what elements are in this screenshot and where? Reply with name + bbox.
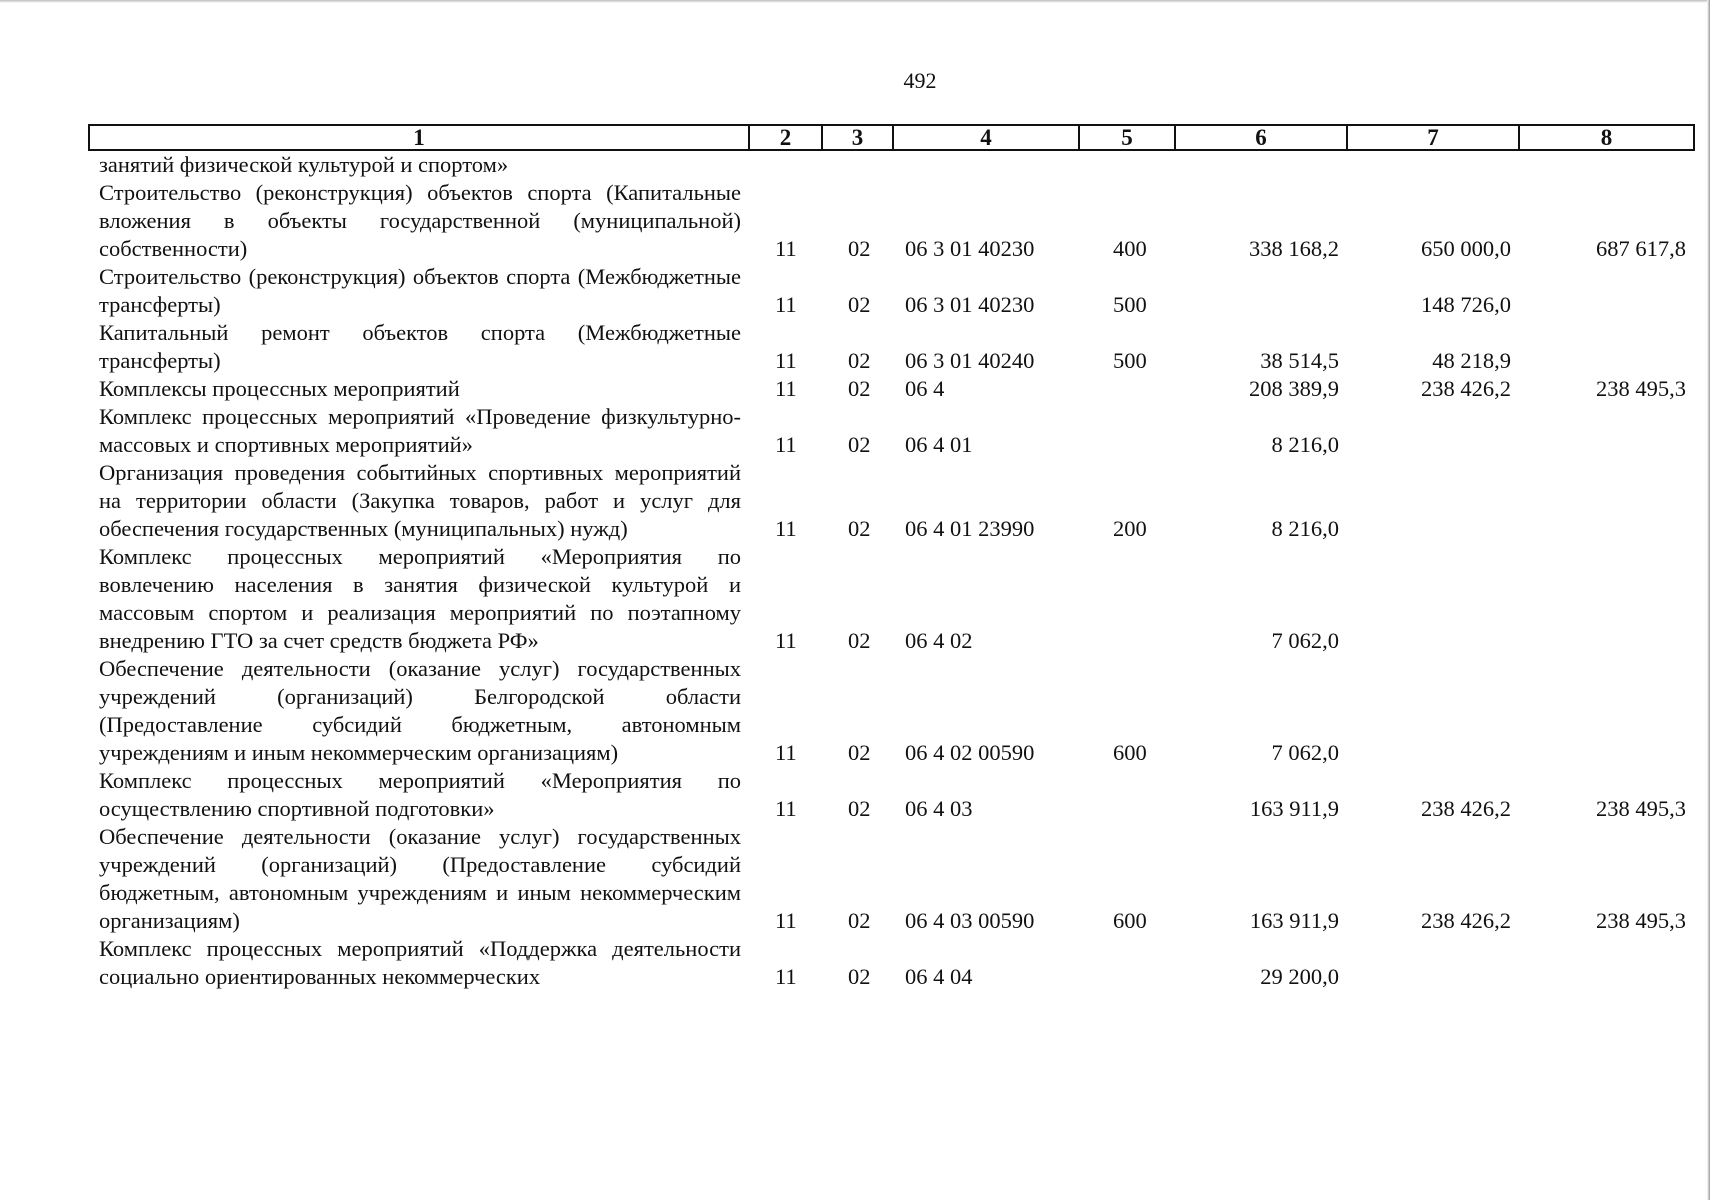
row-target-code: 06 3 01 40240 xyxy=(905,348,1035,373)
row-expense-type xyxy=(1079,375,1175,403)
row-amount-8: 687 617,8 xyxy=(1596,236,1686,261)
row-target-code: 06 4 01 23990 xyxy=(905,516,1035,541)
row-expense-type: 500 xyxy=(1113,292,1147,317)
row-amount-6: 38 514,5 xyxy=(1260,348,1339,373)
row-description: Строительство (реконструкция) объектов спорта (Капитальные вложения в объекты государственной (муниципальной) собственности) xyxy=(99,180,741,261)
row-target-code: 06 4 01 xyxy=(905,432,973,457)
row-amount-6: 8 216,0 xyxy=(1271,516,1339,541)
row-target-code: 06 4 03 xyxy=(905,796,973,821)
row-subsection: 02 xyxy=(848,348,871,373)
table-row xyxy=(89,319,1694,375)
row-section: 11 xyxy=(775,516,797,541)
row-subsection: 02 xyxy=(848,432,871,457)
row-target-code: 06 4 xyxy=(905,376,945,401)
col-header-8: 8 xyxy=(1519,125,1694,150)
col-header-6: 6 xyxy=(1175,125,1347,150)
table-row xyxy=(89,459,1694,543)
row-amount-8: 238 495,3 xyxy=(1596,908,1686,933)
row-target-code: 06 3 01 40230 xyxy=(905,236,1035,261)
row-subsection: 02 xyxy=(848,292,871,317)
row-amount-7 xyxy=(1347,655,1519,767)
table-row xyxy=(89,543,1694,655)
row-amount-6: 208 389,9 xyxy=(1249,376,1339,401)
row-description: Организация проведения событийных спортивных мероприятий на территории области (Закупка товаров, работ и услуг для обеспечения государственных (муниципальных) нужд) xyxy=(99,460,741,541)
row-section: 11 xyxy=(775,628,797,653)
row-amount-8 xyxy=(1519,403,1694,459)
row-section: 11 xyxy=(775,432,797,457)
row-section: 11 xyxy=(775,964,797,989)
row-description: Комплексы процессных мероприятий xyxy=(99,376,460,401)
row-amount-6: 8 216,0 xyxy=(1271,432,1339,457)
row-subsection: 02 xyxy=(848,908,871,933)
row-amount-8: 238 495,3 xyxy=(1596,796,1686,821)
row-section: 11 xyxy=(775,796,797,821)
row-target-code xyxy=(893,150,1079,179)
page-number: 492 xyxy=(903,68,937,93)
col-header-5: 5 xyxy=(1079,125,1175,150)
row-target-code: 06 4 02 00590 xyxy=(905,740,1035,765)
row-section: 11 xyxy=(775,376,797,401)
row-amount-7: 238 426,2 xyxy=(1421,376,1511,401)
row-description: Комплекс процессных мероприятий «Поддержка деятельности социально ориентированных некоммерческих xyxy=(99,936,741,989)
row-expense-type: 600 xyxy=(1113,740,1147,765)
table-row xyxy=(89,179,1694,263)
row-subsection: 02 xyxy=(848,796,871,821)
row-target-code: 06 4 04 xyxy=(905,964,973,989)
table-row xyxy=(89,655,1694,767)
row-amount-6 xyxy=(1175,263,1347,319)
row-subsection: 02 xyxy=(848,740,871,765)
row-amount-7: 650 000,0 xyxy=(1421,236,1511,261)
row-description: Комплекс процессных мероприятий «Проведение физкультурно-массовых и спортивных мероприятий» xyxy=(99,404,741,457)
row-amount-6: 29 200,0 xyxy=(1260,964,1339,989)
row-amount-7 xyxy=(1347,403,1519,459)
row-amount-8 xyxy=(1519,935,1694,991)
row-amount-8 xyxy=(1519,263,1694,319)
row-section xyxy=(749,150,822,179)
table-row xyxy=(89,823,1694,935)
col-header-1: 1 xyxy=(89,125,749,150)
row-description: Обеспечение деятельности (оказание услуг) государственных учреждений (организаций) Белгородской области (Предоставление субсидий бюджетным, автономным учреждениям и иным некоммерческим организациям) xyxy=(99,656,741,765)
row-subsection: 02 xyxy=(848,964,871,989)
row-section: 11 xyxy=(775,236,797,261)
row-expense-type xyxy=(1079,543,1175,655)
row-expense-type xyxy=(1079,767,1175,823)
row-subsection: 02 xyxy=(848,516,871,541)
col-header-4: 4 xyxy=(893,125,1079,150)
table-row xyxy=(89,375,1694,403)
row-amount-8 xyxy=(1519,150,1694,179)
row-amount-7: 48 218,9 xyxy=(1432,348,1511,373)
row-target-code: 06 4 03 00590 xyxy=(905,908,1035,933)
row-section: 11 xyxy=(775,348,797,373)
row-amount-8: 238 495,3 xyxy=(1596,376,1686,401)
table-header-row xyxy=(89,125,1694,150)
row-amount-7 xyxy=(1347,459,1519,543)
row-amount-6 xyxy=(1175,150,1347,179)
row-amount-7 xyxy=(1347,150,1519,179)
row-amount-6: 7 062,0 xyxy=(1271,628,1339,653)
budget-table xyxy=(88,124,1695,991)
row-amount-8 xyxy=(1519,543,1694,655)
row-description: Капитальный ремонт объектов спорта (Межбюджетные трансферты) xyxy=(99,320,741,373)
row-description: Обеспечение деятельности (оказание услуг) государственных учреждений (организаций) (Предоставление субсидий бюджетным, автономным учреждениям и иным некоммерческим организациям) xyxy=(99,824,741,933)
row-target-code: 06 3 01 40230 xyxy=(905,292,1035,317)
row-description: занятий физической культурой и спортом» xyxy=(99,152,509,177)
row-amount-7: 148 726,0 xyxy=(1421,292,1511,317)
row-expense-type xyxy=(1079,403,1175,459)
row-amount-7: 238 426,2 xyxy=(1421,796,1511,821)
row-subsection xyxy=(822,150,893,179)
row-expense-type xyxy=(1079,935,1175,991)
row-amount-8 xyxy=(1519,655,1694,767)
row-expense-type xyxy=(1079,150,1175,179)
row-expense-type: 400 xyxy=(1113,236,1147,261)
table-row xyxy=(89,403,1694,459)
col-header-3: 3 xyxy=(822,125,893,150)
row-description: Комплекс процессных мероприятий «Мероприятия по осуществлению спортивной подготовки» xyxy=(99,768,741,821)
row-expense-type: 600 xyxy=(1113,908,1147,933)
row-amount-6: 163 911,9 xyxy=(1249,796,1339,821)
table-row xyxy=(89,767,1694,823)
row-amount-8 xyxy=(1519,459,1694,543)
row-amount-7 xyxy=(1347,935,1519,991)
row-section: 11 xyxy=(775,908,797,933)
row-description: Строительство (реконструкция) объектов спорта (Межбюджетные трансферты) xyxy=(99,264,741,317)
row-section: 11 xyxy=(775,740,797,765)
row-subsection: 02 xyxy=(848,628,871,653)
table-row xyxy=(89,935,1694,991)
row-amount-7: 238 426,2 xyxy=(1421,908,1511,933)
scan-edge-top xyxy=(0,0,1710,3)
row-expense-type: 500 xyxy=(1113,348,1147,373)
row-amount-7 xyxy=(1347,543,1519,655)
table-row xyxy=(89,150,1694,179)
row-amount-8 xyxy=(1519,319,1694,375)
row-amount-6: 7 062,0 xyxy=(1271,740,1339,765)
row-expense-type: 200 xyxy=(1113,516,1147,541)
row-description: Комплекс процессных мероприятий «Мероприятия по вовлечению населения в занятия физической культурой и массовым спортом и реализация мероприятий по поэтапному внедрению ГТО за счет средств бюджета РФ» xyxy=(99,544,741,653)
row-subsection: 02 xyxy=(848,236,871,261)
row-amount-6: 338 168,2 xyxy=(1249,236,1339,261)
row-amount-6: 163 911,9 xyxy=(1249,908,1339,933)
col-header-7: 7 xyxy=(1347,125,1519,150)
row-target-code: 06 4 02 xyxy=(905,628,973,653)
row-subsection: 02 xyxy=(848,376,871,401)
col-header-2: 2 xyxy=(749,125,822,150)
row-section: 11 xyxy=(775,292,797,317)
table-row xyxy=(89,263,1694,319)
